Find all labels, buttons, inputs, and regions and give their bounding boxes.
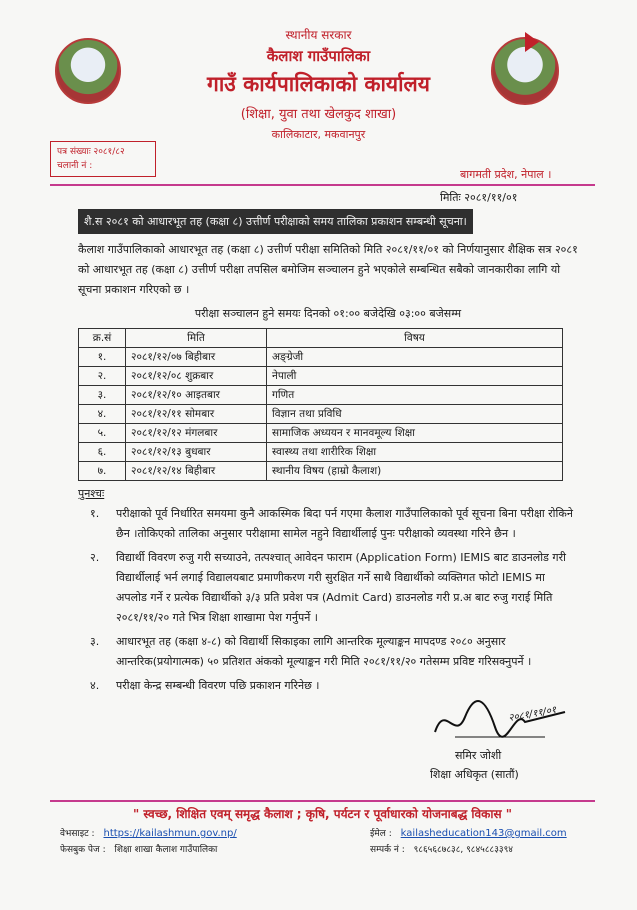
signatory-name: समिर जोशी [455,749,502,762]
note-text: आधारभूत तह (कक्षा ४-८) को विद्यार्थी सिकाइका लागि आन्तरिक मूल्याङ्कन मापदण्ड २०८० अनुसार आन्तरिक(प्रयोगात्मक) ५० प्रतिशत अंकको मूल्याङ्कन गरी मिति २०८१/११/२० गतेसम्म प्रविष्ट गरिसक्नुपर्ने । [116,635,532,668]
notes-title: पुनश्चः [78,487,105,500]
note-number: २. [90,551,100,564]
province: बागमती प्रदेश, नेपाल । [460,168,552,181]
table-row [79,424,563,443]
email-label: ईमेल : [370,829,392,839]
table-row [79,443,563,462]
facebook-label: फेसबुक पेज : [60,845,106,855]
website-label: वेभसाइट : [60,829,95,839]
row-subject: स्वास्थ्य तथा शारीरिक शिक्षा [267,443,563,462]
row-date: २०८१/१२/०७ बिहीबार [126,348,267,367]
row-sn: १. [79,348,126,367]
row-date: २०८१/१२/१३ बुधबार [126,443,267,462]
letterhead [150,26,487,142]
phone-label: सम्पर्क नं : [370,845,405,855]
exam-time: परीक्षा सञ्चालन हुने समयः दिनको ०१:०० बजेदेखि ०३:०० बजेसम्म [194,307,462,320]
header-line2: कैलाश गाउँपालिका [266,47,371,65]
table-row [79,348,563,367]
header-title: गाउँ कार्यपालिकाको कार्यालय [207,72,430,96]
row-sn: २. [79,367,126,386]
note-text: परीक्षाको पूर्व निर्धारित समयमा कुनै आकस्मिक बिदा पर्न गएमा कैलाश गाउँपालिकाको पूर्व सूचना बिना परीक्षा रोकिने छैन ।तोकिएको तालिका अनुसार परीक्षामा सामेल नहुने विद्यार्थीलाई पुनः परीक्षाको व्यवस्था गरिने छैन । [116,507,573,540]
col-header-subject: विषय [267,329,563,348]
note-item [90,504,578,544]
intro-paragraph: कैलाश गाउँपालिकाको आधारभूत तह (कक्षा ८) उत्तीर्ण परीक्षा समितिको मिति २०८१/११/०१ को निर्णयानुसार शैक्षिक सत्र २०८१ को आधारभूत तह (कक्षा ८) उत्तीर्ण परीक्षा तपसिल बमोजिम सञ्चालन हुने भएकोले सम्बन्धित सबैको जानकारीका लागि यो सूचना प्रकाशन गरिएको छ । [78,243,578,296]
header-divider [50,184,595,186]
table-header-row [79,329,563,348]
row-sn: ६. [79,443,126,462]
phone-numbers: ९८६५६८७८३८, ९८४५८८३३९४ [413,845,513,855]
note-text: विद्यार्थी विवरण रुजु गरी सच्याउने, तत्पश्चात् आवेदन फाराम (Application Form) IEMIS बाट डाउनलोड गरी विद्यार्थीलाई भर्न लगाई विद्यालयबाट प्रमाणीकरण गरी सुरक्षित गर्ने साथै विद्यार्थीको व्यक्तिगत फोटो IEMIS मा अपलोड गर्ने र प्रत्येक विद्यार्थीको ३/३ प्रति प्रवेश पत्र (Admit Card) डाउनलोड गरी प्र.अ बाट रुजु गराई मिति २०८१/११/२० गते भित्र शिक्षा शाखामा पेश गर्नुपर्ने । [116,551,566,624]
row-date: २०८१/१२/१० आइतबार [126,386,267,405]
dispatch-number: चलानी नं : [57,161,93,171]
table-row [79,367,563,386]
signature-date: २०८१/११/०१ [507,704,558,725]
row-date: २०८१/१२/१२ मंगलबार [126,424,267,443]
exam-schedule-table [78,328,563,481]
emblem-logo [55,38,121,104]
header-line1: स्थानीय सरकार [285,28,352,42]
website-link[interactable]: https://kailashmun.gov.np/ [103,828,237,839]
col-header-sn: क्र.सं [79,329,126,348]
row-date: २०८१/१२/०८ शुक्रबार [126,367,267,386]
row-date: २०८१/१२/११ सोमबार [126,405,267,424]
footer-phone [370,842,513,855]
row-subject: गणित [267,386,563,405]
row-subject: विज्ञान तथा प्रविधि [267,405,563,424]
notes-list [90,504,578,696]
subject-banner: शै.स २०८१ को आधारभूत तह (कक्षा ८) उत्तीर्ण परीक्षाको समय तालिका प्रकाशन सम्बन्धी सूचना। [78,209,473,234]
email-link[interactable]: kailasheducation143@gmail.com [400,828,567,839]
table-row [79,386,563,405]
row-date: २०८१/१२/१४ बिहीबार [126,462,267,481]
note-item [90,632,578,672]
note-number: १. [90,507,100,520]
header-location: कालिकाटार, मकवानपुर [271,128,366,141]
header-subtitle: (शिक्षा, युवा तथा खेलकुद शाखा) [240,107,397,122]
municipality-logo [488,34,558,104]
note-number: ४. [90,679,100,692]
table-row [79,405,563,424]
footer-divider [50,800,595,802]
footer-facebook [60,842,217,855]
row-sn: ७. [79,462,126,481]
signature-icon [425,692,575,747]
ref-number: पत्र संख्याः २०८१/८२ [57,147,125,157]
signatory-title: शिक्षा अधिकृत (सातौं) [430,768,519,781]
facebook-page: शिक्षा शाखा कैलाश गाउँपालिका [114,845,218,855]
footer-slogan: " स्वच्छ, शिक्षित एवम् समृद्ध कैलाश ; कृषि, पर्यटन र पूर्वाधारको योजनाबद्ध विकास " [132,807,513,821]
row-subject: नेपाली [267,367,563,386]
nepal-flag-icon [525,32,539,52]
footer-email [370,826,567,839]
note-item [90,548,578,628]
issue-date: मितिः २०८१/११/०१ [440,191,518,204]
row-subject: अङ्ग्रेजी [267,348,563,367]
col-header-date: मिति [126,329,267,348]
row-sn: ३. [79,386,126,405]
reference-box [50,141,156,177]
row-subject: सामाजिक अध्ययन र मानवमूल्य शिक्षा [267,424,563,443]
note-number: ३. [90,635,100,648]
row-sn: ५. [79,424,126,443]
note-text: परीक्षा केन्द्र सम्बन्धी विवरण पछि प्रकाशन गरिनेछ । [116,679,320,692]
footer-website [60,826,237,839]
row-subject: स्थानीय विषय (हाम्रो कैलाश) [267,462,563,481]
table-row [79,462,563,481]
row-sn: ४. [79,405,126,424]
